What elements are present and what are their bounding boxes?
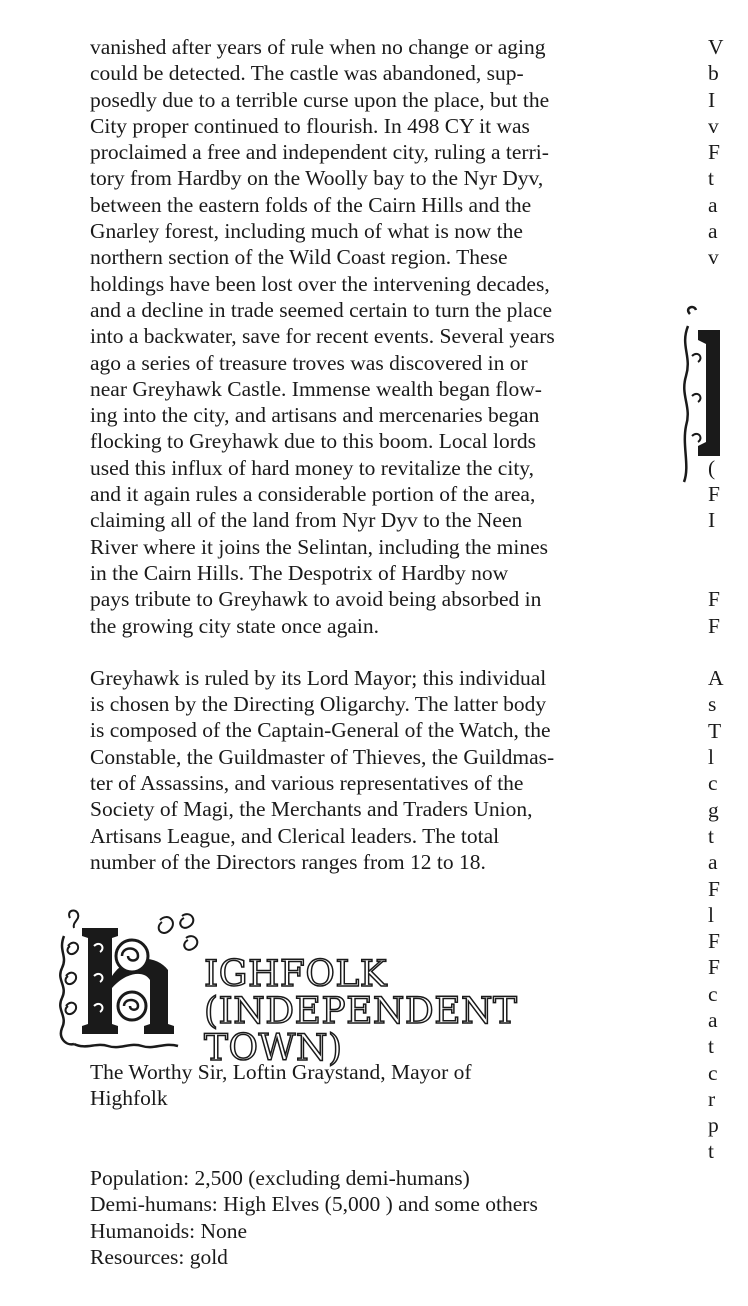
text-line: posedly due to a terrible curse upon the place, but the (90, 87, 550, 112)
fragment: A (708, 666, 724, 691)
fragment (708, 402, 748, 428)
ruler-block (90, 1059, 670, 1112)
fragment: I (708, 508, 716, 533)
ruler-line: The Worthy Sir, Loftin Graystand, Mayor of (90, 1060, 472, 1084)
fragment (708, 428, 748, 454)
text-line: could be detected. The castle was abandoned, sup- (90, 61, 524, 86)
fragment: a (708, 1007, 718, 1032)
text-line: Gnarley forest, including much of what is now the (90, 219, 523, 244)
fragment: p (708, 1113, 719, 1138)
fragment: v (708, 113, 719, 138)
fragment (708, 560, 748, 586)
stat-population: Population: 2,500 (excluding demi-humans) (90, 1166, 470, 1190)
fragment (708, 297, 748, 323)
text-line: ter of Assassins, and various representatives of the (90, 771, 524, 796)
text-line: near Greyhawk Castle. Immense wealth began flow- (90, 376, 542, 401)
text-line: ing into the city, and artisans and mercenaries began (90, 403, 540, 428)
stat-humanoids: Humanoids: None (90, 1218, 248, 1243)
stats-block (90, 1165, 670, 1270)
fragment: c (708, 981, 718, 1006)
fragment: F (708, 587, 720, 612)
fragment: c (708, 771, 718, 796)
fragment: F (708, 929, 720, 954)
fragment: a (708, 850, 718, 875)
main-column (90, 34, 660, 875)
section-heading (204, 956, 518, 1067)
text-line: is chosen by the Directing Oligarchy. The latter body (90, 692, 547, 717)
text-line: Constable, the Guildmaster of Thieves, the Guildmas- (90, 744, 555, 769)
fragment (708, 271, 748, 297)
fragment: F (708, 613, 720, 638)
fragment: T (708, 718, 722, 743)
text-line: River where it joins the Selintan, including the mines (90, 534, 548, 559)
stat-resources: Resources: gold (90, 1244, 228, 1269)
fragment: t (708, 823, 714, 848)
text-line: and it again rules a considerable portion of the area, (90, 482, 536, 507)
fragment: g (708, 797, 719, 822)
text-line: between the eastern folds of the Cairn Hills and the (90, 192, 532, 217)
text-line: used this influx of hard money to revitalize the city, (90, 455, 535, 480)
text-line: northern section of the Wild Coast region. These (90, 245, 508, 270)
fragment: l (708, 745, 714, 770)
fragment: c (708, 1060, 718, 1085)
text-line: and a decline in trade seemed certain to turn the place (90, 297, 553, 322)
paragraph-history (90, 34, 660, 639)
stat-demi-humans: Demi-humans: High Elves (5,000 ) and some others (90, 1192, 538, 1217)
fragment: F (708, 876, 720, 901)
text-line: claiming all of the land from Nyr Dyv to the Neen (90, 508, 523, 533)
heading-line: TOWN) (204, 1028, 343, 1069)
text-line: holdings have been lost over the intervening decades, (90, 271, 550, 296)
text-line: number of the Directors ranges from 12 to 18. (90, 849, 486, 874)
fragment: t (708, 1139, 714, 1164)
fragment (708, 534, 748, 560)
text-line: in the Cairn Hills. The Despotrix of Hardby now (90, 560, 509, 585)
paragraph-gap (90, 639, 660, 665)
heading-line: (INDEPENDENT (204, 991, 518, 1032)
fragment: a (708, 192, 718, 217)
fragment: t (708, 1034, 714, 1059)
text-line: the growing city state once again. (90, 613, 379, 638)
fragment: s (708, 692, 717, 717)
text-line: is composed of the Captain-General of the Watch, the (90, 718, 551, 743)
fragment: v (708, 245, 719, 270)
fragment (708, 639, 748, 665)
fragment: I (708, 87, 716, 112)
text-line: ago a series of treasure troves was discovered in or (90, 350, 528, 375)
section-header (56, 906, 676, 1069)
right-column-fragments (708, 34, 748, 1165)
fragment: V (708, 35, 724, 59)
fragment: t (708, 166, 714, 191)
fragment: r (708, 1086, 716, 1111)
text-line: proclaimed a free and independent city, ruling a terri- (90, 140, 549, 165)
fragment (708, 376, 748, 402)
illuminated-drop-cap-h-icon (56, 906, 206, 1056)
fragment: b (708, 61, 719, 86)
fragment: F (708, 955, 720, 980)
fragment: l (708, 902, 714, 927)
paragraph-government (90, 665, 660, 875)
text-line: tory from Hardby on the Woolly bay to the Nyr Dyv, (90, 166, 544, 191)
fragment: a (708, 219, 718, 244)
ruler-line: Highfolk (90, 1086, 168, 1111)
text-line: Greyhawk is ruled by its Lord Mayor; this individual (90, 665, 547, 690)
text-line: pays tribute to Greyhawk to avoid being absorbed in (90, 587, 542, 612)
text-line: vanished after years of rule when no change or aging (90, 35, 546, 59)
text-line: Society of Magi, the Merchants and Traders Union, (90, 797, 533, 822)
fragment: ( (708, 455, 716, 480)
heading-line: IGHFOLK (204, 954, 388, 995)
text-line: City proper continued to flourish. In 498 CY it was (90, 113, 530, 138)
fragment: F (708, 140, 720, 165)
text-line: Artisans League, and Clerical leaders. The total (90, 823, 500, 848)
fragment: F (708, 482, 720, 507)
text-line: into a backwater, save for recent events. Several years (90, 324, 555, 349)
fragment (708, 323, 748, 349)
fragment (708, 350, 748, 376)
text-line: flocking to Greyhawk due to this boom. Local lords (90, 429, 537, 454)
